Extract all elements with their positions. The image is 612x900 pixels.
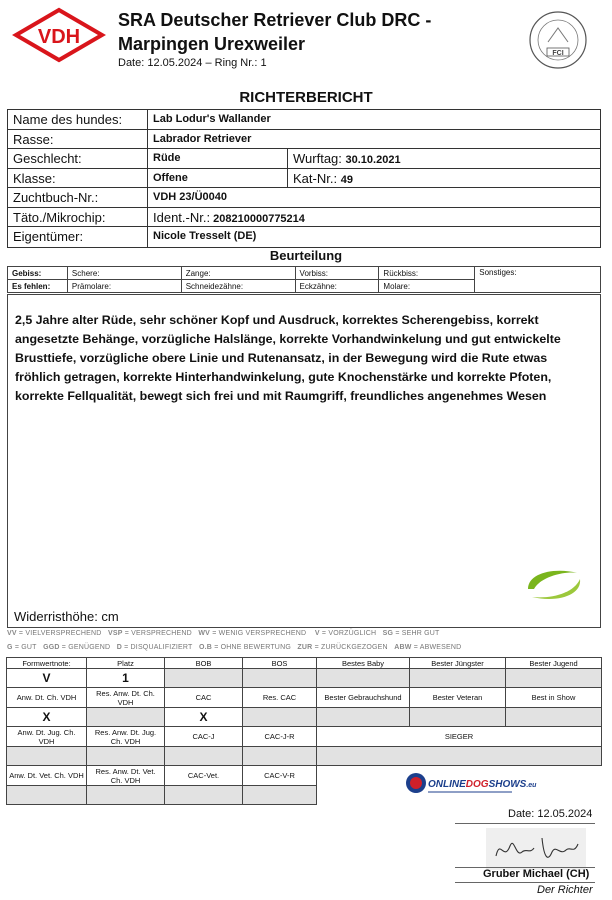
legend-text: = WENIG VERSPRECHEND bbox=[212, 630, 307, 637]
rueckbiss-cell: Rückbiss: bbox=[379, 267, 475, 280]
cac-vet-value bbox=[165, 786, 243, 805]
studbook-value: VDH 23/Ü0040 bbox=[153, 191, 227, 203]
bob-header: BOB bbox=[165, 658, 243, 669]
anw-dt-jug-header: Anw. Dt. Jug. Ch. VDH bbox=[7, 727, 87, 747]
eckzaehne-cell: Eckzähne: bbox=[295, 280, 379, 293]
info-row-sex bbox=[8, 149, 600, 169]
anw-dt-jug-value bbox=[7, 747, 87, 766]
res-anw-dt-jug-header: Res. Anw. Dt. Jug. Ch. VDH bbox=[87, 727, 165, 747]
bob-value bbox=[165, 669, 243, 688]
info-row-owner bbox=[8, 227, 600, 247]
svg-text:ONLINEDOGSHOWS.eu bbox=[428, 779, 537, 790]
legend-text: = OHNE BEWERTUNG bbox=[214, 644, 291, 651]
res-cac-value bbox=[243, 708, 317, 727]
legend-text: = ABWESEND bbox=[413, 644, 462, 651]
dog-info-table bbox=[7, 109, 601, 248]
catno-value: 49 bbox=[340, 173, 353, 186]
info-row-class bbox=[8, 169, 600, 189]
legend-code: D bbox=[116, 644, 122, 651]
legend-text: = GENÜGEND bbox=[61, 644, 111, 651]
legend-text: = SEHR GUT bbox=[395, 630, 440, 637]
res-anw-dt-vet-header: Res. Anw. Dt. Vet. Ch. VDH bbox=[87, 766, 165, 786]
es-fehlen-label: Es fehlen: bbox=[8, 280, 68, 293]
sex-value: Rüde bbox=[148, 149, 288, 168]
anw-dt-ch-value: X bbox=[7, 708, 87, 727]
sex-label: Geschlecht: bbox=[8, 149, 148, 168]
report-title: RICHTERBERICHT bbox=[239, 89, 373, 106]
res-anw-dt-jug-value bbox=[87, 747, 165, 766]
ods-online: ONLINE bbox=[428, 779, 466, 790]
cac-value: X bbox=[165, 708, 243, 727]
bos-value bbox=[243, 669, 317, 688]
molare-cell: Molare: bbox=[379, 280, 475, 293]
bester-veteran-header: Bester Veteran bbox=[410, 688, 506, 708]
judge-signature-image bbox=[486, 828, 586, 870]
legend-text: = GUT bbox=[14, 644, 37, 651]
name-label: Name des hundes: bbox=[8, 110, 148, 129]
vorbiss-cell: Vorbiss: bbox=[295, 267, 379, 280]
legend-code: VV bbox=[7, 630, 17, 637]
ident-label: Ident.-Nr.: bbox=[153, 209, 211, 225]
best-in-show-header: Best in Show bbox=[506, 688, 602, 708]
legend-text: = VORZÜGLICH bbox=[321, 630, 377, 637]
schere-cell: Schere: bbox=[67, 267, 181, 280]
ods-eu: .eu bbox=[526, 782, 537, 789]
club-title-line1: SRA Deutscher Retriever Club DRC - bbox=[118, 10, 432, 30]
catalog-number bbox=[288, 169, 600, 188]
cac-j-value bbox=[165, 747, 243, 766]
cac-j-r-header: CAC-J-R bbox=[243, 727, 317, 747]
bester-jugend-value bbox=[506, 669, 602, 688]
ods-shows: SHOWS bbox=[488, 779, 527, 790]
info-row-chip bbox=[8, 208, 600, 228]
catno-label: Kat-Nr.: bbox=[293, 170, 338, 186]
praemolare-cell: Prämolare: bbox=[67, 280, 181, 293]
best-in-show-value bbox=[506, 708, 602, 727]
birth-value: 30.10.2021 bbox=[345, 154, 401, 166]
owner-label: Eigentümer: bbox=[8, 227, 148, 247]
onlinedogshows-logo bbox=[404, 770, 537, 798]
class-label: Klasse: bbox=[8, 169, 148, 188]
wither-height: Widerristhöhe: cm bbox=[14, 609, 119, 624]
cac-vet-header: CAC-Vet. bbox=[165, 766, 243, 786]
res-anw-dt-ch-header: Res. Anw. Dt. Ch. VDH bbox=[87, 688, 165, 708]
ident-value: 208210000775214 bbox=[213, 212, 305, 225]
class-value: Offene bbox=[148, 169, 288, 188]
legend-text: = DISQUALIFIZIERT bbox=[124, 644, 193, 651]
legend-code: GGD bbox=[43, 644, 60, 651]
bester-juengster-header: Bester Jüngster bbox=[410, 658, 506, 669]
res-anw-dt-ch-value bbox=[87, 708, 165, 727]
info-row-name bbox=[8, 110, 600, 130]
info-row-studbook bbox=[8, 188, 600, 208]
legend-code: ABW bbox=[394, 644, 412, 651]
legend-code: SG bbox=[382, 630, 394, 637]
cac-j-header: CAC-J bbox=[165, 727, 243, 747]
sonstiges-cell: Sonstiges: bbox=[475, 267, 601, 293]
judge-name: Gruber Michael (CH) bbox=[483, 868, 590, 880]
birth-label: Wurftag: bbox=[293, 151, 342, 166]
legend-text: = ZURÜCKGEZOGEN bbox=[314, 644, 388, 651]
club-title bbox=[118, 8, 508, 56]
evaluation-heading: Beurteilung bbox=[269, 248, 343, 263]
sieger-value bbox=[317, 747, 602, 766]
owner-value: Nicole Tresselt (DE) bbox=[153, 230, 257, 242]
formwert-value: V bbox=[7, 669, 87, 688]
legend-line1 bbox=[7, 630, 440, 637]
signature-date: Date: 12.05.2024 bbox=[508, 808, 593, 820]
signature-divider-top bbox=[455, 823, 595, 824]
drc-logo-text: DRC bbox=[537, 579, 571, 596]
vdh-logo bbox=[14, 8, 104, 62]
ident-value-cell bbox=[148, 208, 600, 227]
legend-text: = VIELVERSPRECHEND bbox=[18, 630, 102, 637]
cac-v-r-value bbox=[243, 786, 317, 805]
drc-logo bbox=[524, 565, 584, 605]
birth-date bbox=[288, 149, 600, 168]
bos-header: BOS bbox=[243, 658, 317, 669]
bester-juengster-value bbox=[410, 669, 506, 688]
club-title-line2: Marpingen Urexweiler bbox=[118, 34, 306, 54]
anw-dt-ch-header: Anw. Dt. Ch. VDH bbox=[7, 688, 87, 708]
legend-line2 bbox=[7, 644, 461, 651]
name-value: Lab Lodur's Wallander bbox=[153, 113, 271, 125]
breed-value: Labrador Retriever bbox=[153, 132, 252, 145]
legend-code: G bbox=[7, 644, 13, 651]
cac-j-r-value bbox=[243, 747, 317, 766]
sieger-header: SIEGER bbox=[317, 727, 602, 747]
legend-text: = VERSPRECHEND bbox=[124, 630, 192, 637]
legend-code: ZUR bbox=[297, 644, 313, 651]
breed-label: Rasse: bbox=[8, 130, 148, 149]
studbook-label: Zuchtbuch-Nr.: bbox=[8, 188, 148, 207]
judge-name-underline bbox=[455, 882, 595, 883]
judge-role: Der Richter bbox=[537, 884, 593, 896]
cac-v-r-header: CAC-V-R bbox=[243, 766, 317, 786]
assessment-box bbox=[7, 294, 601, 628]
res-cac-header: Res. CAC bbox=[243, 688, 317, 708]
fci-logo-text: FCI bbox=[552, 50, 564, 57]
vdh-logo-text: VDH bbox=[37, 26, 81, 48]
gebiss-label: Gebiss: bbox=[8, 267, 68, 280]
bester-jugend-header: Bester Jugend bbox=[506, 658, 602, 669]
platz-header: Platz bbox=[87, 658, 165, 669]
bestes-baby-value bbox=[317, 669, 410, 688]
bester-veteran-value bbox=[410, 708, 506, 727]
bester-gebrauchshund-value bbox=[317, 708, 410, 727]
legend-code: O.B bbox=[198, 644, 213, 651]
anw-dt-vet-header: Anw. Dt. Vet. Ch. VDH bbox=[7, 766, 87, 786]
show-date-ring: Date: 12.05.2024 – Ring Nr.: 1 bbox=[118, 57, 267, 69]
assessment-text: 2,5 Jahre alter Rüde, sehr schöner Kopf und Ausdruck, korrektes Scherengebiss, korrekt angesetzte Behänge, vorzügliche Halslänge, korrekte Vorhandwinkelung und gut entwickelte Brusttiefe, vorzügliche obere Linie und Rutenansatz, in der Bewegung wird die Rute etwas fröhlich getragen, korrekte Hinterhandwinkelung, gute Knochenstärke und korrekte Pfoten, korrekte Fellqualität, bewegt sich frei und mit Raumgriff, freundliches angenehmes Wesen bbox=[15, 313, 561, 403]
ods-dog: DOG bbox=[465, 779, 489, 790]
teeth-table bbox=[7, 266, 601, 293]
legend-code: VSP bbox=[107, 630, 123, 637]
chip-label: Täto./Mikrochip: bbox=[8, 208, 148, 227]
legend-code: WV bbox=[198, 630, 211, 637]
res-anw-dt-vet-value bbox=[87, 786, 165, 805]
info-row-breed bbox=[8, 130, 600, 150]
zange-cell: Zange: bbox=[181, 267, 295, 280]
cac-header: CAC bbox=[165, 688, 243, 708]
formwertnote-header: Formwertnote: bbox=[7, 658, 87, 669]
schneidezaehne-cell: Schneidezähne: bbox=[181, 280, 295, 293]
fci-logo bbox=[528, 10, 588, 70]
bester-gebrauchshund-header: Bester Gebrauchshund bbox=[317, 688, 410, 708]
legend-code: V bbox=[314, 630, 320, 637]
anw-dt-vet-value bbox=[7, 786, 87, 805]
bestes-baby-header: Bestes Baby bbox=[317, 658, 410, 669]
platz-value: 1 bbox=[87, 669, 165, 688]
